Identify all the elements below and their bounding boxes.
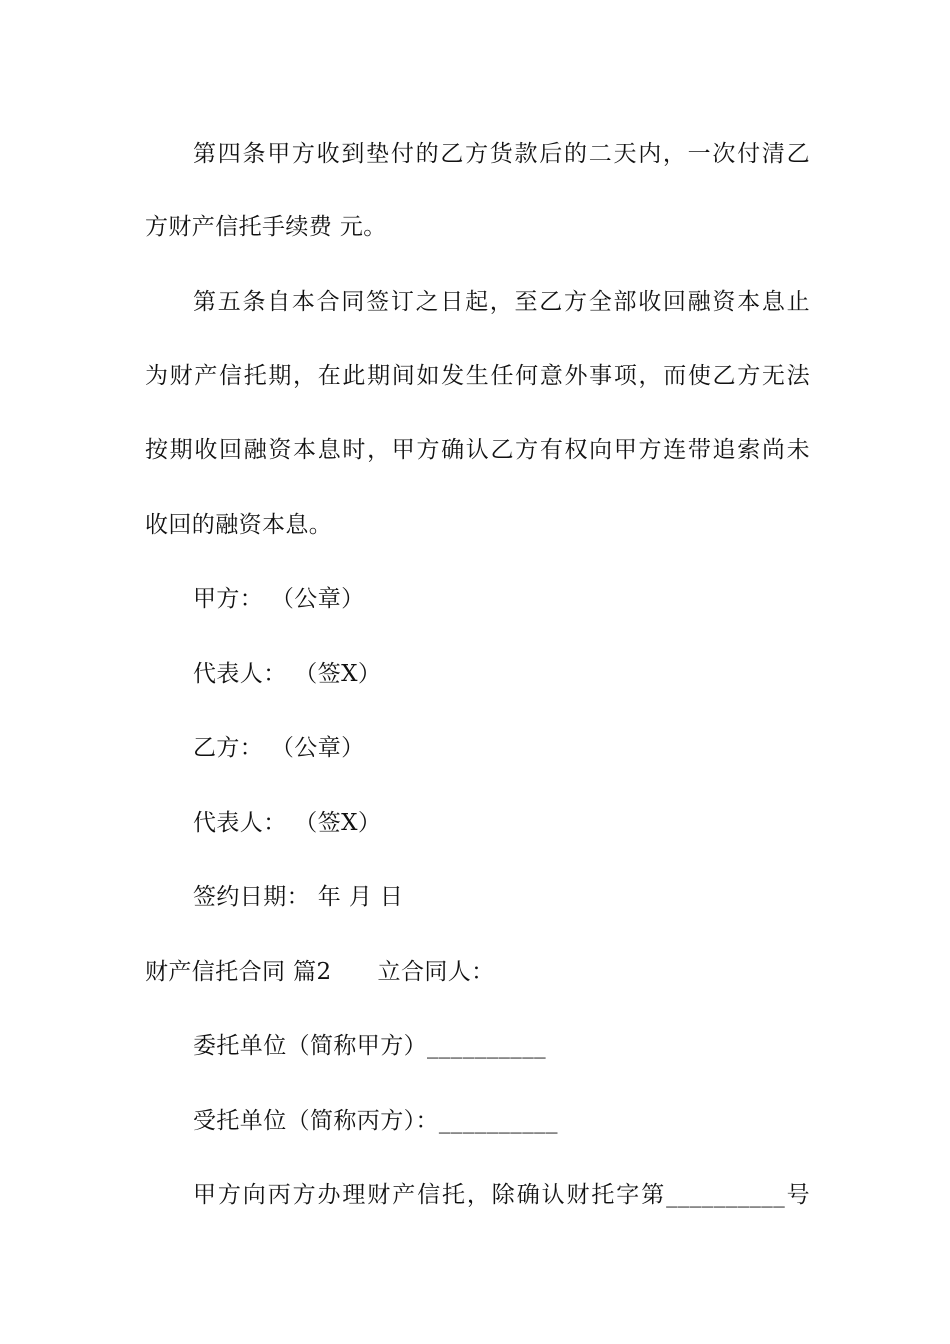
paragraph-line: 甲方向丙方办理财产信托，除确认财托字第__________号 (193, 1182, 810, 1208)
party-b-seal-line: 乙方： （公章） (193, 735, 365, 761)
paragraph-line: 为财产信托期，在此期间如发生任何意外事项，而使乙方无法 (145, 363, 810, 389)
section-heading-line (145, 957, 810, 987)
paragraph-line: 方财产信托手续费 元。 (145, 214, 387, 240)
paragraph-line: 收回的融资本息。 (145, 512, 333, 538)
paragraph-line: 第五条自本合同签订之日起，至乙方全部收回融资本息止 (193, 289, 810, 315)
trustee-party-line: 受托单位（简称丙方）：__________ (193, 1108, 558, 1134)
paragraph-line: 第四条甲方收到垫付的乙方货款后的二天内，一次付清乙 (193, 141, 810, 167)
signing-date-line: 签约日期： 年 月 日 (193, 884, 404, 910)
section-heading: 财产信托合同 篇2 (145, 959, 332, 985)
entrusting-party-line: 委托单位（简称甲方）__________ (193, 1033, 546, 1059)
party-a-representative-line: 代表人： （签X） (193, 661, 382, 687)
party-a-seal-line: 甲方： （公章） (193, 586, 365, 612)
paragraph-line: 按期收回融资本息时，甲方确认乙方有权向甲方连带追索尚未 (145, 437, 810, 463)
party-b-representative-line: 代表人： （签X） (193, 810, 382, 836)
section-heading-tail: 立合同人： (377, 959, 495, 985)
